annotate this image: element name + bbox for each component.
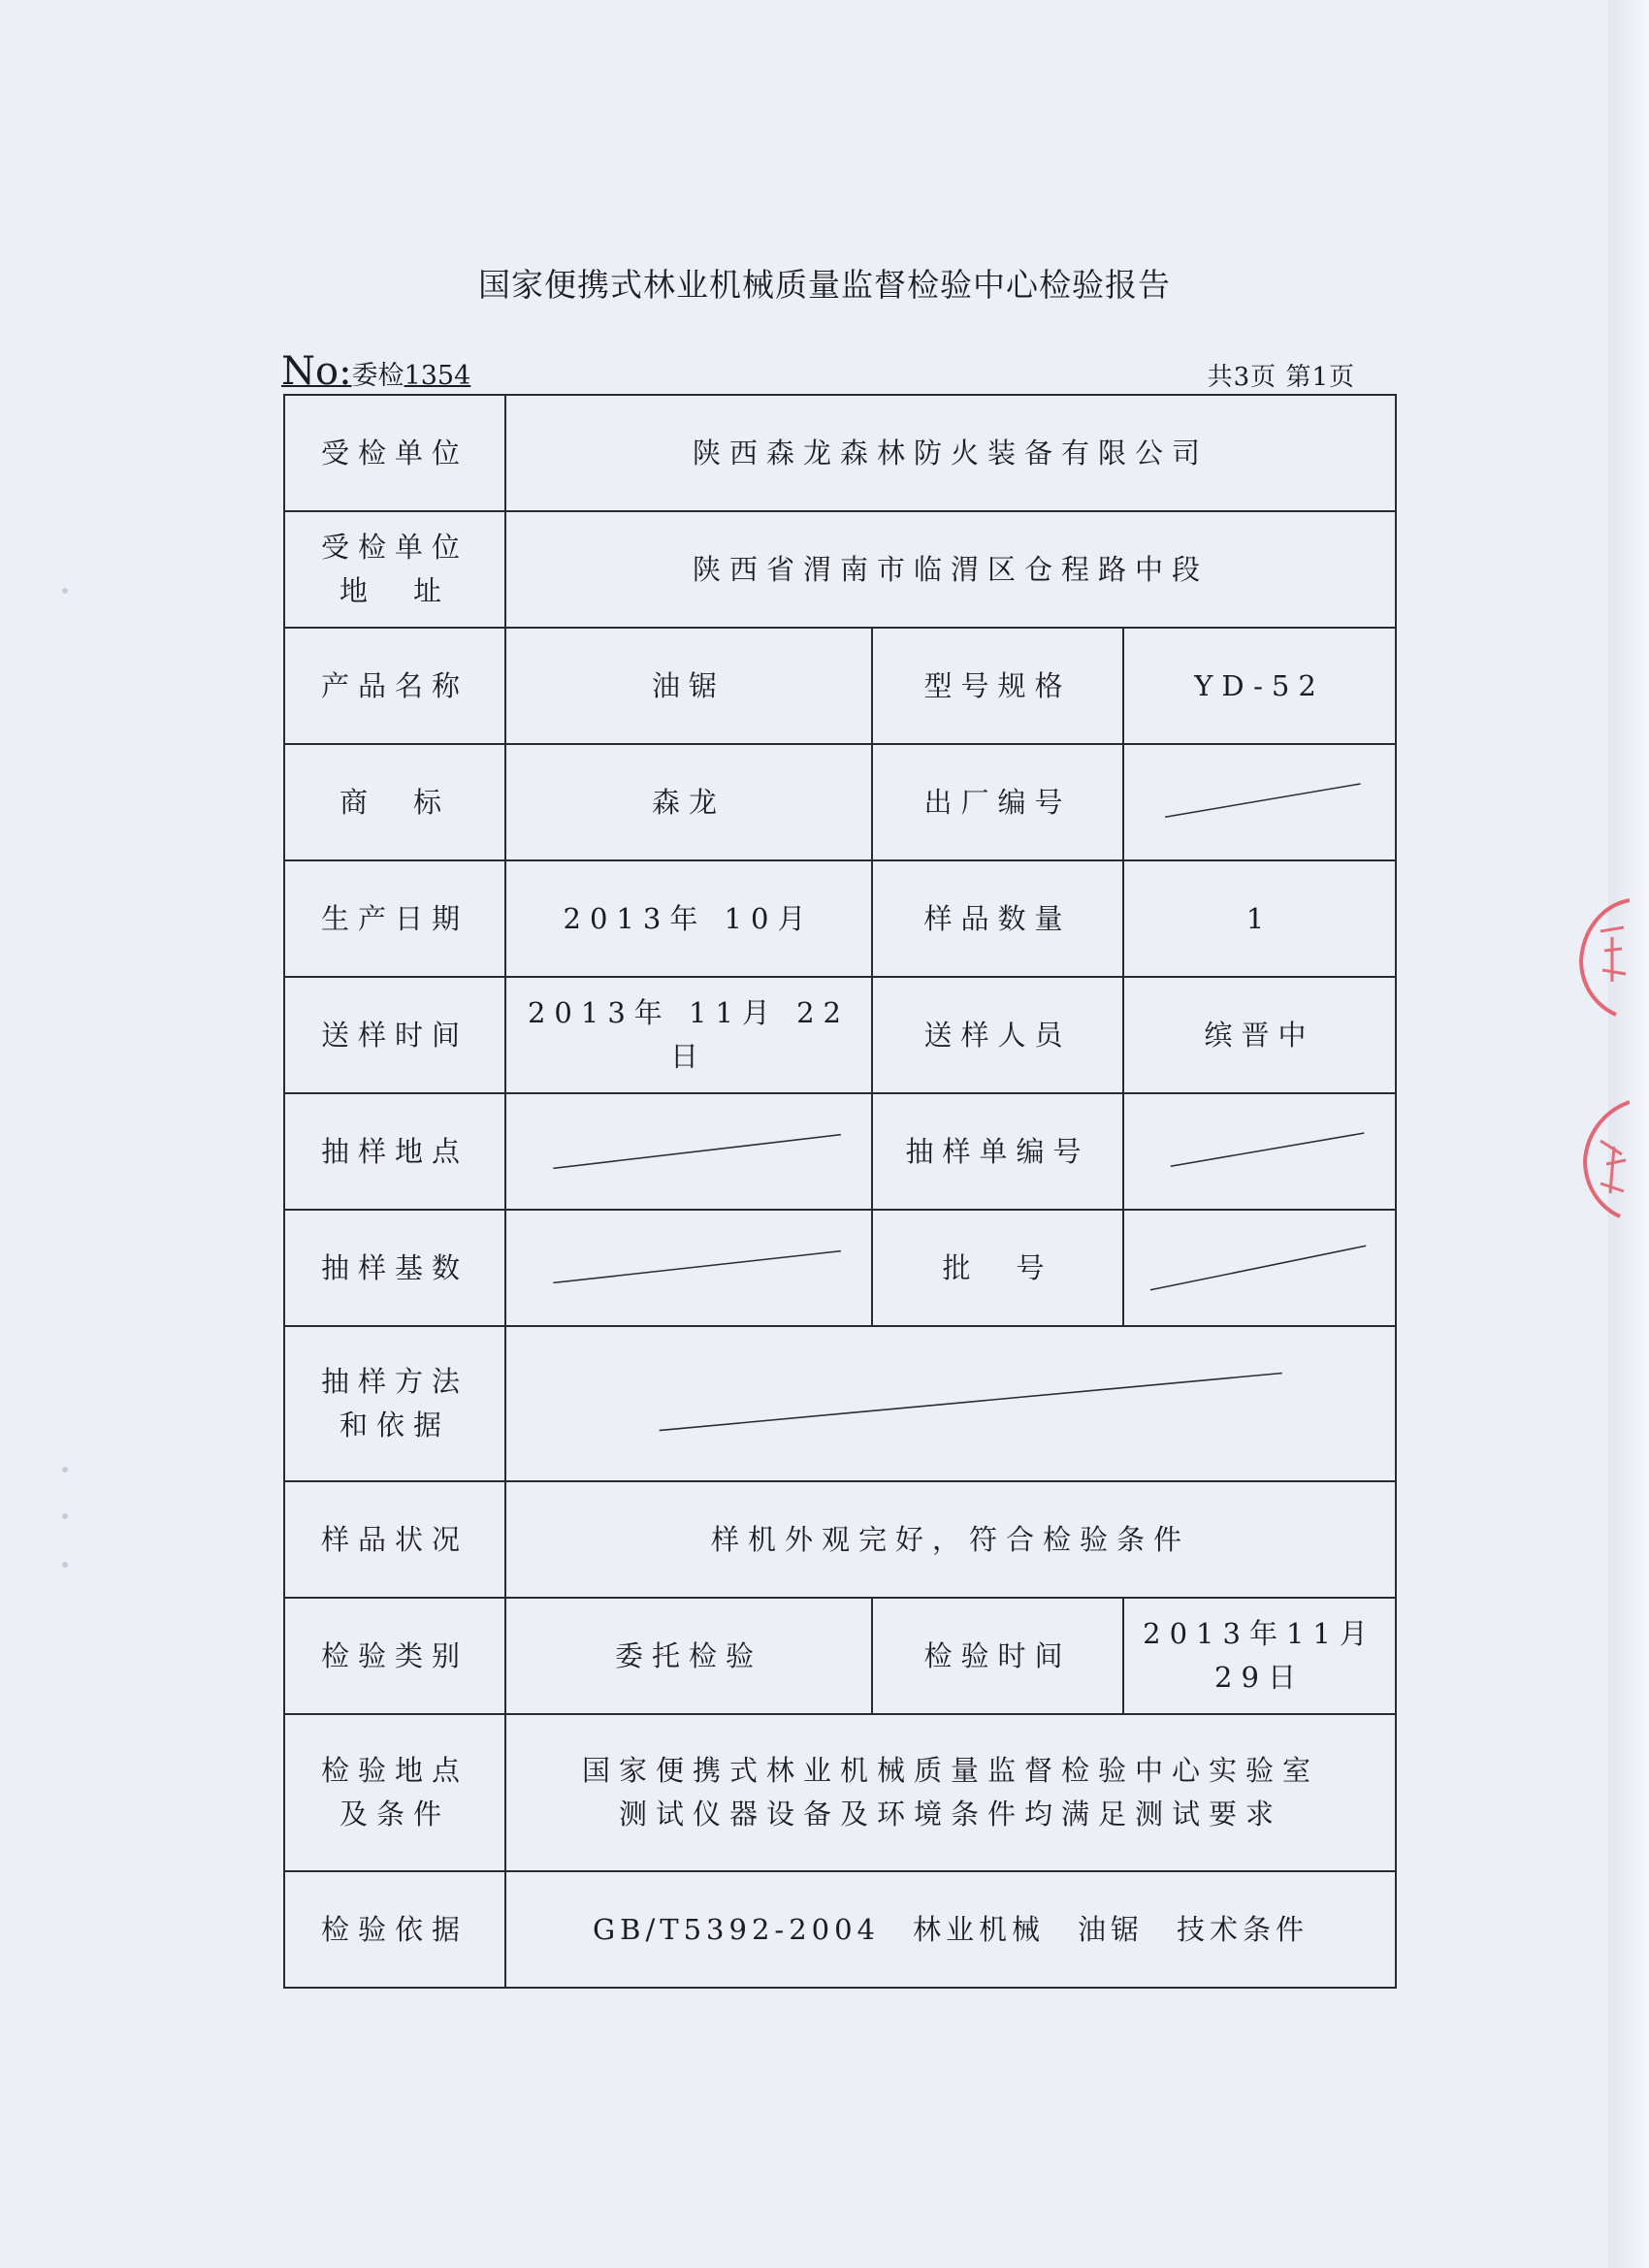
label-inspect-type: 检验类别 xyxy=(284,1598,505,1714)
report-title: 国家便携式林业机械质量监督检验中心检验报告 xyxy=(478,266,1171,304)
value-product: 油锯 xyxy=(505,628,872,744)
value-production-date: 2013年 10月 xyxy=(505,860,872,977)
binding-hole xyxy=(62,1467,68,1473)
value-model: YD-52 xyxy=(1123,628,1396,744)
label-inspect-basis: 检验依据 xyxy=(284,1871,505,1988)
value-batch-slash xyxy=(1123,1210,1396,1326)
value-inspect-time: 2013年11月29日 xyxy=(1123,1598,1396,1714)
label-serial: 出厂编号 xyxy=(872,744,1123,860)
label-sender: 送样人员 xyxy=(872,977,1123,1093)
label-sample-qty: 样品数量 xyxy=(872,860,1123,977)
label-batch-no: 批 号 xyxy=(872,1210,1123,1326)
red-seal-fragment xyxy=(1562,892,1630,1019)
row-trademark xyxy=(284,744,1396,860)
label-inspect-place-line2: 及条件 xyxy=(339,1798,450,1831)
row-address xyxy=(284,511,1396,628)
slash-mark xyxy=(1130,1124,1389,1179)
label-sample-method-line2: 和依据 xyxy=(339,1409,450,1442)
label-address-line2: 地 址 xyxy=(339,574,450,607)
value-inspect-place xyxy=(505,1714,1396,1871)
value-serial-slash xyxy=(1123,744,1396,860)
value-unit: 陕西森龙森林防火装备有限公司 xyxy=(505,395,1396,511)
slash-mark xyxy=(512,1241,865,1295)
binding-hole xyxy=(62,588,68,594)
label-inspect-time: 检验时间 xyxy=(872,1598,1123,1714)
label-model: 型号规格 xyxy=(872,628,1123,744)
row-sample-base xyxy=(284,1210,1396,1326)
row-unit xyxy=(284,395,1396,511)
label-inspect-place xyxy=(284,1714,505,1871)
row-production-date xyxy=(284,860,1396,977)
binding-hole xyxy=(62,1562,68,1568)
label-sample-method xyxy=(284,1326,505,1481)
no-prefix: 委检 xyxy=(351,361,404,391)
slash-mark xyxy=(1130,1241,1389,1295)
value-sample-place-slash xyxy=(505,1093,872,1210)
value-trademark: 森龙 xyxy=(505,744,872,860)
row-sample-status xyxy=(284,1481,1396,1598)
label-production-date: 生产日期 xyxy=(284,860,505,977)
row-sample-method xyxy=(284,1326,1396,1481)
row-sample-place xyxy=(284,1093,1396,1210)
label-unit: 受检单位 xyxy=(284,395,505,511)
slash-mark xyxy=(512,1124,865,1179)
value-inspect-type: 委托检验 xyxy=(505,1598,872,1714)
label-trademark: 商 标 xyxy=(284,744,505,860)
value-inspect-place-line1: 国家便携式林业机械质量监督检验中心实验室 xyxy=(582,1754,1320,1788)
no-label: No: xyxy=(281,349,352,394)
label-address-line1: 受检单位 xyxy=(320,531,469,565)
label-sample-sheet-no: 抽样单编号 xyxy=(872,1093,1123,1210)
label-sample-base: 抽样基数 xyxy=(284,1210,505,1326)
label-address xyxy=(284,511,505,628)
label-inspect-place-line1: 检验地点 xyxy=(320,1754,469,1788)
value-sample-base-slash xyxy=(505,1210,872,1326)
report-number xyxy=(281,349,492,394)
label-sample-status: 样品状况 xyxy=(284,1481,505,1598)
label-send-time: 送样时间 xyxy=(284,977,505,1093)
row-send-time xyxy=(284,977,1396,1093)
value-sample-sheet-slash xyxy=(1123,1093,1396,1210)
label-sample-place: 抽样地点 xyxy=(284,1093,505,1210)
red-seal-fragment xyxy=(1562,1096,1630,1222)
page-count: 共3页 第1页 xyxy=(1207,363,1355,392)
slash-mark xyxy=(512,1365,1389,1442)
row-inspect-type xyxy=(284,1598,1396,1714)
value-inspect-basis: GB/T5392-2004 林业机械 油锯 技术条件 xyxy=(505,1871,1396,1988)
value-sample-method-slash xyxy=(505,1326,1396,1481)
slash-mark xyxy=(1130,775,1389,829)
row-inspect-basis xyxy=(284,1871,1396,1988)
value-sender: 缤晋中 xyxy=(1123,977,1396,1093)
label-sample-method-line1: 抽样方法 xyxy=(320,1365,469,1399)
value-sample-status: 样机外观完好，符合检验条件 xyxy=(505,1481,1396,1598)
no-number: 1354 xyxy=(404,361,471,391)
report-table xyxy=(283,394,1397,1989)
row-product xyxy=(284,628,1396,744)
value-send-time: 2013年 11月 22日 xyxy=(505,977,872,1093)
row-inspect-place xyxy=(284,1714,1396,1871)
value-inspect-place-line2: 测试仪器设备及环境条件均满足测试要求 xyxy=(619,1798,1283,1831)
label-product: 产品名称 xyxy=(284,628,505,744)
value-address: 陕西省渭南市临渭区仓程路中段 xyxy=(505,511,1396,628)
binding-hole xyxy=(62,1513,68,1519)
value-sample-qty: 1 xyxy=(1123,860,1396,977)
